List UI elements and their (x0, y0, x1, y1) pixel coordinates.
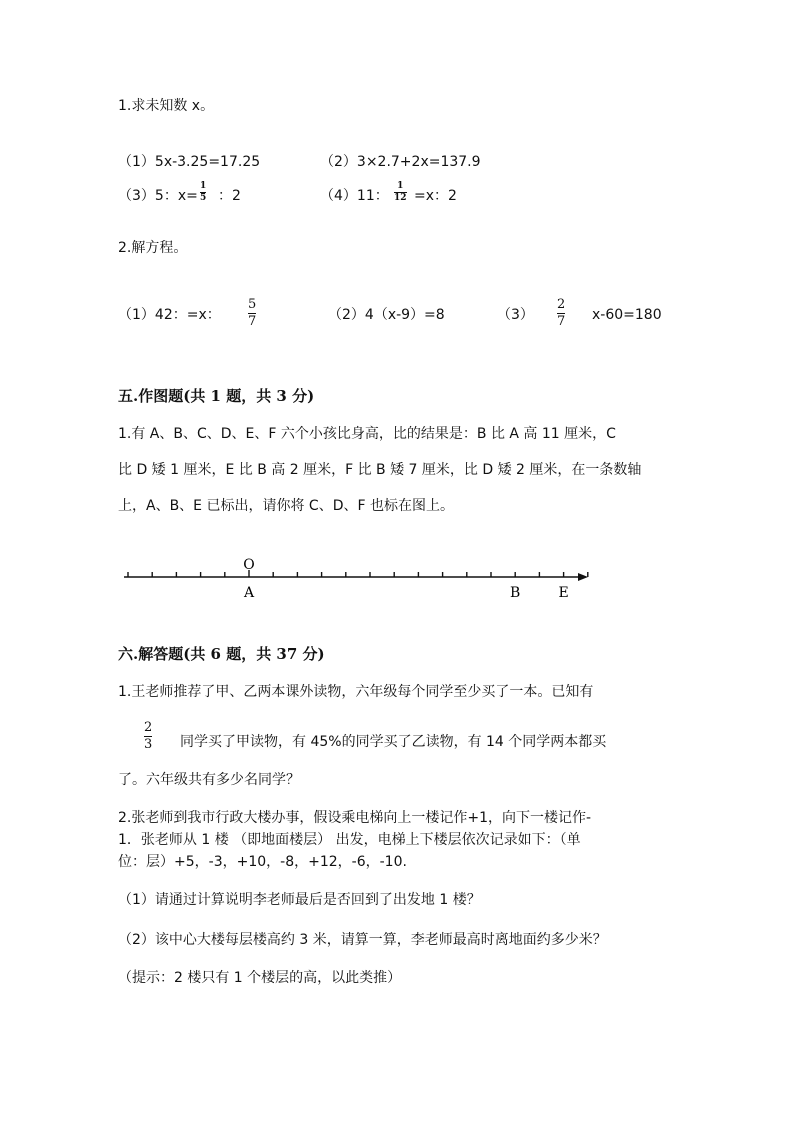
point-label: A (243, 585, 255, 601)
fraction-two-sevenths (557, 298, 565, 328)
fraction-numerator: 2 (144, 720, 153, 735)
fraction-numerator: 1 (200, 181, 207, 191)
fraction-numerator: 5 (248, 297, 257, 312)
fraction-numerator: 2 (557, 297, 566, 312)
equation-6: （2）4（x-9）=8 (328, 307, 445, 323)
equation-3-right: ：2 (218, 188, 241, 204)
fraction-five-sevenths (248, 298, 256, 328)
problem-line: 位：层）+5，-3，+10，-8，+12，-6，-10. (118, 854, 407, 870)
number-line (0, 545, 794, 605)
equation-3-left: （3）5：x= (118, 188, 198, 204)
point-label: B (510, 585, 521, 601)
section-title: 六.解答题(共 6 题，共 37 分) (118, 645, 325, 663)
fraction-two-thirds (144, 721, 152, 751)
equation-1: （1）5x-3.25=17.25 (118, 154, 261, 170)
equation-4-left: （4）11： (320, 188, 389, 204)
problem-line: 1．张老师从 1 楼 （即地面楼层） 出发，电梯上下楼层依次记录如下：（单 (118, 832, 581, 848)
problem-line: 1.王老师推荐了甲、乙两本课外读物，六年级每个同学至少买了一本。已知有 (118, 684, 594, 700)
question-heading: 1.求未知数 x。 (118, 98, 215, 114)
equation-7-suffix: x-60=180 (592, 307, 662, 323)
sub-question: （2）该中心大楼每层楼高约 3 米，请算一算，李老师最高时离地面约多少米？ (118, 932, 607, 948)
fraction-denominator: 7 (248, 313, 257, 329)
fraction-denominator: 5 (200, 193, 207, 204)
equation-2: （2）3×2.7+2x=137.9 (320, 154, 481, 170)
fraction-one-fifth (200, 182, 206, 204)
equation-4-right: =x：2 (414, 188, 457, 204)
fraction-denominator: 7 (557, 313, 566, 329)
question-heading: 2.解方程。 (118, 240, 188, 256)
problem-line: 同学买了甲读物，有 45%的同学买了乙读物，有 14 个同学两本都买 (180, 734, 607, 750)
fraction-numerator: 1 (397, 181, 404, 191)
fraction-one-twelfth (394, 182, 407, 204)
arrow-head-icon (578, 573, 588, 581)
problem-line: 1.有 A、B、C、D、E、F 六个小孩比身高，比的结果是：B 比 A 高 11 厘米，C (118, 426, 616, 442)
fraction-denominator: 12 (394, 193, 407, 204)
sub-question: （1）请通过计算说明李老师最后是否回到了出发地 1 楼？ (118, 892, 481, 908)
problem-line: 2.张老师到我市行政大楼办事，假设乘电梯向上一楼记作+1，向下一楼记作- (118, 810, 592, 826)
problem-line: 比 D 矮 1 厘米，E 比 B 高 2 厘米，F 比 B 矮 7 厘米，比 D 矮 2 厘米，在一条数轴 (118, 462, 642, 478)
problem-line: 上，A、B、E 已标出，请你将 C、D、F 也标在图上。 (118, 498, 454, 514)
equation-5-left: （1）42：=x： (118, 307, 221, 323)
origin-label: O (243, 557, 255, 573)
equation-7-prefix: （3） (497, 307, 534, 323)
hint-text: （提示：2 楼只有 1 个楼层的高，以此类推） (118, 970, 402, 986)
fraction-denominator: 3 (144, 736, 153, 752)
point-label: E (558, 585, 569, 601)
problem-line: 了。六年级共有多少名同学？ (118, 772, 300, 788)
section-title: 五.作图题(共 1 题，共 3 分) (118, 387, 315, 405)
